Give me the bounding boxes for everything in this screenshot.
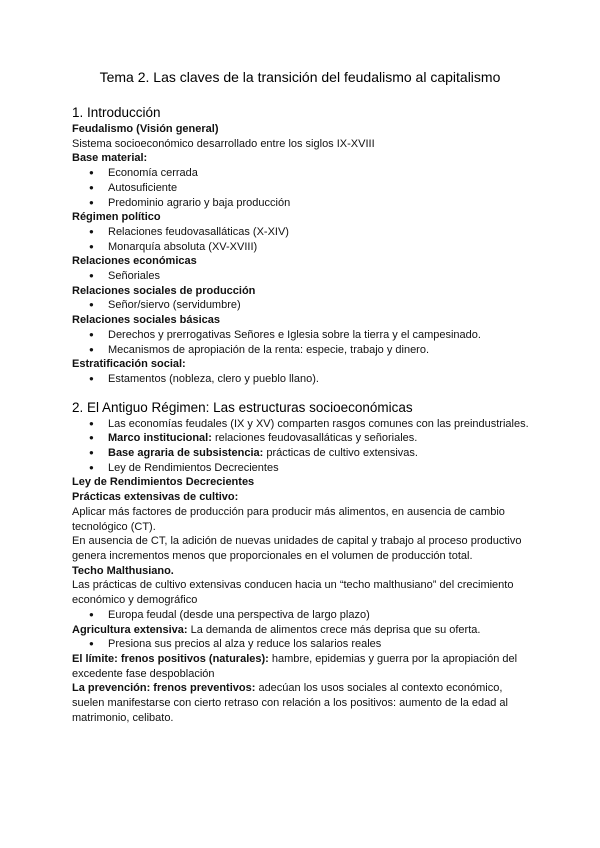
practicas-label: Prácticas extensivas de cultivo: — [72, 491, 239, 504]
relaciones-produccion-label: Relaciones sociales de producción — [72, 284, 256, 297]
bold-term: El límite: frenos positivos (naturales): — [72, 652, 269, 665]
feudalismo-text: Sistema socioeconómico desarrollado entre los siglos IX-XVIII — [72, 137, 375, 150]
techo-malthusiano-label: Techo Malthusiano. — [72, 564, 174, 577]
paragraph-text: adecúan los usos sociales al contexto económico, suelen manifestarse con cierto retraso con relación a los positivos: aumento de la edad al matrimonio, celibato. — [72, 682, 508, 724]
section-2-heading: 2. El Antiguo Régimen: Las estructuras socioeconómicas — [72, 399, 413, 415]
list-item: ● Predominio agrario y baja producción — [72, 196, 532, 211]
document-body — [72, 104, 532, 725]
techo-malthusiano-paragraph: Las prácticas de cultivo extensivas conducen hacia un “techo malthusiano” del crecimiento económico y demográfico — [72, 579, 514, 607]
list-item: ● Economía cerrada — [72, 166, 532, 181]
list-item: ● Las economías feudales (IX y XV) comparten rasgos comunes con las preindustriales. — [72, 417, 532, 432]
list-item — [72, 446, 532, 461]
relaciones-basicas-label: Relaciones sociales básicas — [72, 314, 220, 327]
list-item: ● Señor/siervo (servidumbre) — [72, 298, 532, 313]
section-1-heading: 1. Introducción — [72, 105, 161, 120]
regimen-politico-list — [72, 225, 532, 254]
relaciones-basicas-list — [72, 328, 532, 357]
list-item: ● Europa feudal (desde una perspectiva de largo plazo) — [72, 608, 532, 623]
techo-list — [72, 608, 532, 623]
limite-paragraph — [72, 652, 532, 681]
list-item: ● Derechos y prerrogativas Señores e Iglesia sobre la tierra y el campesinado. — [72, 328, 532, 343]
bold-term: Agricultura extensiva: — [72, 623, 188, 636]
prevencion-paragraph — [72, 681, 532, 725]
paragraph-text: La demanda de alimentos crece más deprisa que su oferta. — [187, 623, 481, 636]
antiguo-regimen-list — [72, 417, 532, 476]
bold-term: La prevención: frenos preventivos: — [72, 682, 256, 695]
agricultura-paragraph — [72, 623, 532, 638]
item-text: relaciones feudovasalláticas y señoriales. — [211, 432, 418, 445]
practicas-paragraph-1: Aplicar más factores de producción para producir más alimentos, en ausencia de cambio tecnológico (CT). — [72, 505, 505, 533]
regimen-politico-label: Régimen político — [72, 211, 161, 224]
estratificacion-label: Estratificación social: — [72, 358, 186, 371]
item-text: prácticas de cultivo extensivas. — [263, 447, 418, 460]
relaciones-economicas-list — [72, 269, 532, 284]
bold-term: Base agraria de subsistencia: — [108, 447, 264, 460]
list-item: ● Ley de Rendimientos Decrecientes — [72, 461, 532, 476]
list-item — [72, 431, 532, 446]
list-item: ● Señoriales — [72, 269, 532, 284]
relaciones-economicas-label: Relaciones económicas — [72, 255, 197, 268]
list-item: ● Monarquía absoluta (XV-XVIII) — [72, 240, 532, 255]
list-item: ● Autosuficiente — [72, 181, 532, 196]
document-title: Tema 2. Las claves de la transición del feudalismo al capitalismo — [99, 69, 501, 85]
list-item: ● Estamentos (nobleza, clero y pueblo llano). — [72, 372, 532, 387]
ley-rendimientos-label: Ley de Rendimientos Decrecientes — [72, 476, 255, 489]
list-item: ● Presiona sus precios al alza y reduce los salarios reales — [72, 637, 532, 652]
paragraph-text: hambre, epidemias y guerra por la apropiación del excedente fase despoblación — [72, 652, 518, 680]
base-material-list — [72, 166, 532, 210]
estratificacion-list — [72, 372, 532, 387]
base-material-label: Base material: — [72, 152, 148, 165]
practicas-paragraph-2: En ausencia de CT, la adición de nuevas unidades de capital y trabajo al proceso productivo genera incrementos menos que proporcionales en el volumen de producción total. — [72, 535, 522, 562]
relaciones-produccion-list — [72, 298, 532, 313]
list-item: ● Relaciones feudovasalláticas (X-XIV) — [72, 225, 532, 240]
list-item: ● Mecanismos de apropiación de la renta: especie, trabajo y dinero. — [72, 343, 532, 358]
feudalismo-label: Feudalismo (Visión general) — [72, 123, 219, 135]
agricultura-list — [72, 637, 532, 652]
bold-term: Marco institucional: — [108, 432, 212, 445]
